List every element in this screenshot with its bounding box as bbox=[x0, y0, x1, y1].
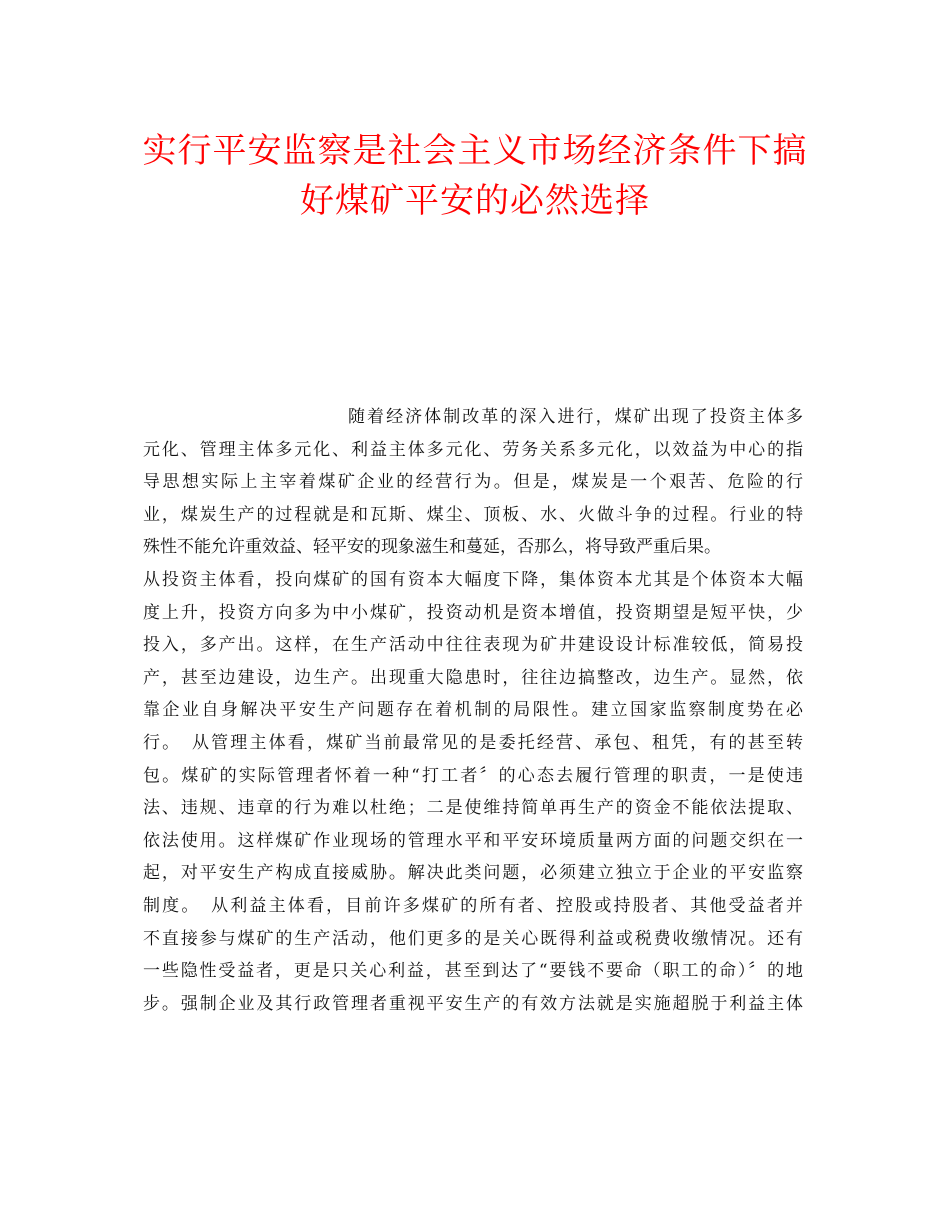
title-line-2: 好煤矿平安的必然选择 bbox=[300, 181, 650, 221]
body-line: 包。煤矿的实际管理者怀着一种“打工者〞的心态去履行管理的职责，一是使违 bbox=[143, 765, 803, 786]
body-line: 度上升，投资方向多为中小煤矿，投资动机是资本增值，投资期望是短平快，少 bbox=[143, 602, 803, 623]
body-line: 起，对平安生产构成直接威胁。解决此类问题，必须建立独立于企业的平安监察 bbox=[143, 863, 803, 884]
body-line: 行。 从管理主体看，煤矿当前最常见的是委托经营、承包、租凭，有的甚至转 bbox=[143, 732, 803, 753]
body-line: 殊性不能允许重效益、轻平安的现象滋生和蔓延，否那么，将导致严重后果。 bbox=[143, 537, 721, 558]
body-line: 法、违规、违章的行为难以杜绝；二是使维持简单再生产的资金不能依法提取、 bbox=[143, 798, 803, 819]
body-line: 产，甚至边建设，边生产。出现重大隐患时，往往边搞整改，边生产。显然，依 bbox=[143, 667, 803, 688]
body-line: 业，煤炭生产的过程就是和瓦斯、煤尘、顶板、水、火做斗争的过程。行业的特 bbox=[143, 504, 803, 525]
body-line: 元化、管理主体多元化、利益主体多元化、劳务关系多元化，以效益为中心的指 bbox=[143, 439, 803, 460]
body-line: 步。强制企业及其行政管理者重视平安生产的有效方法就是实施超脱于利益主体 bbox=[143, 993, 803, 1014]
title-line-1: 实行平安监察是社会主义市场经济条件下搞 bbox=[142, 131, 808, 171]
body-line: 导思想实际上主宰着煤矿企业的经营行为。但是，煤炭是一个艰苦、危险的行 bbox=[143, 472, 803, 493]
body-line: 一些隐性受益者，更是只关心利益，甚至到达了“要钱不要命（职工的命）〞的地 bbox=[143, 961, 803, 982]
body-line: 不直接参与煤矿的生产活动，他们更多的是关心既得利益或税费收缴情况。还有 bbox=[143, 928, 803, 949]
body-line: 从投资主体看，投向煤矿的国有资本大幅度下降，集体资本尤其是个体资本大幅 bbox=[143, 569, 803, 590]
body-line: 制度。 从利益主体看，目前许多煤矿的所有者、控股或持股者、其他受益者并 bbox=[143, 895, 803, 916]
document-title bbox=[100, 126, 850, 226]
document-body bbox=[143, 401, 803, 1020]
body-line: 靠企业自身解决平安生产问题存在着机制的局限性。建立国家监察制度势在必 bbox=[143, 700, 803, 721]
body-line: 依法使用。这样煤矿作业现场的管理水平和平安环境质量两方面的问题交织在一 bbox=[143, 830, 803, 851]
body-line: 投入，多产出。这样，在生产活动中往往表现为矿井建设设计标准较低，简易投 bbox=[143, 635, 803, 656]
body-line: 随着经济体制改革的深入进行，煤矿出现了投资主体多 bbox=[348, 407, 803, 427]
